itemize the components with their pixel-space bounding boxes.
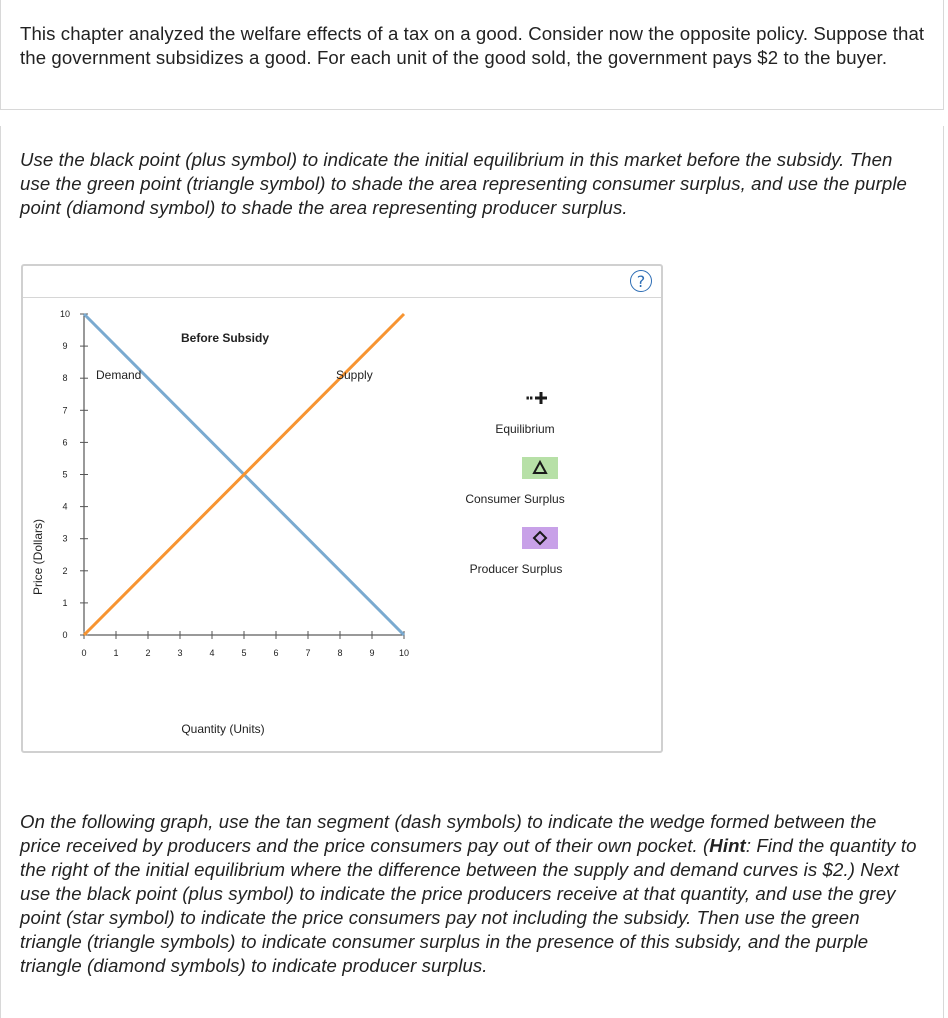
legend-consumer-surplus-tool[interactable]: [465, 457, 564, 506]
x-axis-label: Quantity (Units): [181, 722, 265, 736]
legend-producer-surplus-tool[interactable]: [470, 527, 563, 576]
chart-title: Before Subsidy: [180, 331, 270, 345]
x-tick-label: 6: [273, 648, 279, 658]
plus-icon[interactable]: [527, 392, 548, 404]
legend-swatch-producer-surplus[interactable]: [522, 527, 558, 549]
instruction-text: Use the black point (plus symbol) to indicate the initial equilibrium in this market before the subsidy. Then use the green point (triangle symbol) to shade the area representing consumer surplus, and use the purple point (diamond symbol) to shade the area representing producer surplus.: [20, 149, 907, 218]
intro-panel: [0, 0, 944, 110]
followup-lead: On the following graph, use the tan segment (dash symbols) to indicate the wedge formed between the price received by producers and the price consumers pay out of their own pocket. (: [20, 811, 877, 856]
legend-label-equilibrium: Equilibrium: [495, 422, 555, 436]
x-tick-label: 10: [398, 648, 410, 658]
x-tick-label: 8: [337, 648, 343, 658]
y-tick-label: 1: [62, 597, 68, 608]
hint-label: Hint: [709, 835, 746, 856]
y-tick-label: 0: [62, 630, 68, 640]
y-tick-label: 10: [59, 309, 71, 319]
curve-label-demand: Demand: [96, 368, 142, 382]
x-tick-label: 1: [113, 648, 119, 658]
y-tick-label: 3: [62, 533, 68, 544]
y-tick-label: 9: [62, 341, 68, 352]
y-tick-label: 8: [62, 373, 68, 384]
help-icon[interactable]: ?: [630, 270, 652, 292]
curve-label-supply: Supply: [336, 368, 373, 382]
graph-frame: [21, 264, 663, 753]
intro-text: This chapter analyzed the welfare effects of a tax on a good. Consider now the opposite policy. Suppose that the government subsidizes a good. For each unit of the good sold, the government pays $2 to the buyer.: [20, 23, 925, 68]
y-tick-label: 5: [62, 469, 68, 480]
followup-rest: : Find the quantity to the right of the initial equilibrium where the difference between the supply and demand curves is $2.) Next use the black point (plus symbol) to indicate the price producers receive at that quantity, and use the grey point (star symbol) to indicate the price consumers pay not including the subsidy. Then use the green triangle (triangle symbols) to indicate consumer surplus in the presence of this subsidy, and the purple triangle (diamond symbols) to indicate producer surplus.: [20, 835, 917, 976]
y-tick-label: 4: [62, 501, 68, 512]
x-tick-label: 5: [241, 648, 247, 658]
y-tick-label: 2: [62, 565, 68, 576]
x-tick-label: 3: [177, 648, 183, 658]
y-tick-label: 7: [62, 405, 68, 416]
followup-text: [20, 810, 920, 978]
x-tick-label: 9: [369, 648, 375, 658]
y-axis-label: Price (Dollars): [31, 518, 45, 596]
x-tick-label: 4: [209, 648, 215, 658]
y-tick-label: 6: [62, 437, 68, 448]
curves[interactable]: [84, 314, 404, 635]
legend-label-producer-surplus: Producer Surplus: [469, 562, 563, 576]
question-panel: [0, 126, 944, 1018]
graph-toolbar: [23, 266, 661, 298]
x-tick-label: 7: [305, 648, 311, 658]
legend-label-consumer-surplus: Consumer Surplus: [465, 492, 565, 506]
x-tick-label: 0: [81, 648, 87, 658]
legend-equilibrium-tool[interactable]: [495, 392, 554, 436]
graph-svg: [23, 297, 661, 752]
x-tick-label: 2: [145, 648, 151, 658]
